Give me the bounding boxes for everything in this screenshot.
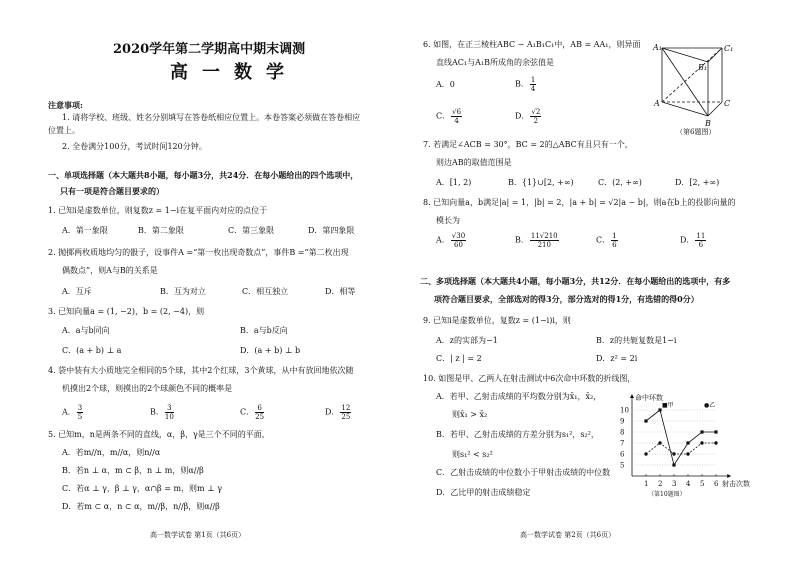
y-tick-label: 5 — [620, 461, 625, 470]
q10-option-a: A．若甲、乙射击成绩的平均数分别为x̄₁，x̄₂， — [436, 392, 602, 401]
q10-option-b-2: 则s₁² < s₂² — [452, 450, 493, 459]
x-tick-label: 5 — [700, 480, 705, 488]
q5-option-d: D．若m ⊂ α，n ⊂ α，m//β，n//β，则α//β — [62, 502, 220, 511]
q3-stem: 3. 已知向量a = (1, −2)，b = (2, −4)，则 — [48, 307, 205, 316]
data-point-jia — [714, 430, 717, 433]
fraction: $\frac{12}{25}$ — [341, 404, 351, 421]
page-footer-right: 高一数学试卷 第2页（共6页） — [520, 531, 616, 539]
fraction: $\frac{√6}{4}$ — [452, 108, 462, 125]
data-point-yi — [686, 452, 689, 455]
fraction: $\frac{√2}{2}$ — [531, 108, 541, 125]
x-tick-label: 4 — [686, 480, 691, 488]
data-point-jia — [686, 441, 689, 444]
q4-stem-2: 机摸出2个球，则摸出的2个球颜色不同的概率是 — [62, 384, 233, 393]
q4-option-d: D． $\frac{12}{25}$ — [325, 404, 351, 421]
section1-heading-2: 只有一项是符合题目要求的） — [60, 186, 164, 196]
fig6-caption: （第6题图） — [676, 128, 716, 136]
q9-option-d: D．z² = 2i — [596, 354, 638, 363]
label-c1: C₁ — [724, 44, 734, 53]
prism-figure — [650, 40, 740, 140]
q4-option-b: B． $\frac{3}{10}$ — [150, 404, 174, 421]
fraction: $\frac{1}{4}$ — [530, 76, 536, 93]
section1-heading: 一、单项选择题（本大题共8小题，每小题3分，共24分．在每小题给出的四个选项中， — [48, 170, 359, 180]
q1-option-d: D．第四象限 — [308, 226, 355, 235]
data-point-jia — [700, 430, 703, 433]
y-tick-label: 9 — [620, 417, 625, 426]
q2-option-c: C．相互独立 — [242, 287, 289, 296]
q7-option-a: A．[1, 2) — [436, 178, 472, 187]
label-a: A — [654, 99, 660, 108]
y-tick-label: 8 — [620, 428, 625, 437]
notice-1: 1. 请将学校、班级、姓名分别填写在答卷纸相应位置上。本卷答案必须做在答卷相应 — [62, 113, 361, 122]
diag-a1b — [662, 48, 708, 116]
q9-option-b: B．z的共轭复数是1−i — [596, 336, 677, 345]
y-tick-label: 7 — [620, 439, 625, 448]
data-point-yi — [672, 452, 675, 455]
q7-option-d: D．[2, +∞) — [675, 178, 720, 187]
data-point-yi — [714, 441, 717, 444]
data-point-yi — [700, 441, 703, 444]
exam-title: 2020学年第二学期高中期末调测 — [113, 42, 306, 57]
q10-option-d: D．乙比甲的射击成绩稳定 — [436, 488, 531, 497]
x-tick-label: 1 — [644, 480, 649, 488]
q1-option-b: B．第二象限 — [138, 226, 184, 235]
q9-stem: 9. 已知i是虚数单位，复数z = (1−i)i，则 — [423, 316, 571, 325]
q5-stem: 5. 已知m，n是两条不同的直线，α，β，γ是三个不同的平面， — [48, 430, 270, 439]
legend-yi: ●乙 — [704, 402, 716, 409]
data-point-yi — [644, 452, 647, 455]
q1-option-a: A．第一象限 — [62, 226, 108, 235]
q1-option-c: C．第三象限 — [228, 226, 275, 235]
q9-option-a: A．z的实部为−1 — [436, 336, 498, 345]
edge-bc — [708, 102, 722, 116]
q4-stem: 4. 袋中装有大小质地完全相同的5个球，其中2个红球，3个黄球，从中有放回地依次随 — [48, 366, 354, 375]
q6-stem: 6. 如图，在正三棱柱ABC − A₁B₁C₁中，AB = AA₁，则异面 — [423, 40, 641, 49]
q10-option-c: C．乙射击成绩的中位数小于甲射击成绩的中位数 — [436, 468, 611, 477]
q5-option-a: A．若m//n，m//α，则n//α — [62, 448, 161, 457]
x-tick-label: 3 — [672, 480, 677, 488]
q2-option-b: B．互为对立 — [160, 287, 206, 296]
q8-option-a: A． $\frac{√30}{60}$ — [436, 232, 466, 249]
fraction: $\frac{√30}{60}$ — [451, 232, 466, 249]
diag-ac1 — [662, 48, 722, 102]
notice-heading: 注意事项: — [48, 100, 83, 110]
x-tick-label: 2 — [658, 480, 663, 488]
q3-option-c: C．(a + b) ⊥ a — [62, 346, 122, 355]
chart-caption: （第10题图） — [648, 491, 686, 498]
q3-option-b: B．a与b反向 — [240, 326, 288, 335]
q8-option-b: B． $\frac{11√210}{210}$ — [515, 232, 558, 249]
q10-stem: 10. 如图是甲、乙两人在射击测试中6次命中环数的折线图， — [423, 374, 636, 383]
exam-subtitle: 高一数学 — [170, 62, 298, 83]
y-tick-label: 10 — [620, 406, 629, 415]
series-line-jia — [646, 410, 716, 465]
page-footer-left: 高一数学试卷 第1页（共6页） — [150, 531, 246, 539]
edge-ab — [662, 102, 708, 116]
q3-option-a: A．a与b同向 — [62, 326, 110, 335]
q2-option-a: A．互斥 — [62, 287, 92, 296]
q6-option-c: C． $\frac{√6}{4}$ — [436, 108, 462, 125]
y-tick-label: 6 — [620, 450, 625, 459]
q2-stem-2: 偶数点”，则A与B的关系是 — [62, 266, 158, 275]
notice-2: 2. 全卷满分100分，考试时间120分钟。 — [62, 142, 207, 151]
fraction: $\frac{3}{10}$ — [164, 404, 174, 421]
q7-stem-2: 则边AB的取值范围是 — [436, 158, 512, 167]
series-line-yi — [646, 443, 716, 454]
q8-option-d: D． $\frac{11}{6}$ — [680, 232, 706, 249]
q6-option-a: A．0 — [436, 80, 455, 89]
y-axis-arrow — [630, 394, 634, 398]
label-a1: A₁ — [653, 43, 662, 52]
fraction: $\frac{11}{6}$ — [696, 232, 706, 249]
legend-jia: ■甲 — [662, 402, 674, 409]
q7-option-b: B．{1}∪[2, +∞) — [508, 178, 574, 187]
q5-option-c: C．若α ⊥ γ，β ⊥ γ，α∩β = m，则m ⊥ γ — [62, 484, 223, 493]
section2-heading: 二、多项选择题（本大题共4小题，每小题3分，共12分．在每小题给出的选项中，有多 — [420, 276, 731, 286]
shooting-line-chart — [612, 392, 764, 500]
q4-option-a: A． $\frac{3}{5}$ — [62, 404, 83, 421]
edge-a1b1 — [662, 48, 708, 62]
y-axis-label: 命中环数 — [635, 394, 663, 402]
q1-stem: 1. 已知i是虚数单位，则复数z = 1−i在复平面内对应的点位于 — [48, 206, 268, 215]
label-b: B — [705, 119, 711, 128]
q7-option-c: C．(2, +∞) — [598, 178, 642, 187]
q9-option-c: C．| z | = 2 — [436, 354, 482, 363]
q10-option-b: B．若甲、乙射击成绩的方差分别为s₁²，s₂²， — [436, 430, 599, 439]
x-axis-arrow — [727, 474, 731, 478]
q6-stem-2: 直线AC₁与A₁B所成角的余弦值是 — [436, 58, 554, 67]
q7-stem: 7. 若满足∠ACB = 30°，BC = 2的△ABC有且只有一个， — [423, 140, 633, 149]
label-c: C — [724, 99, 731, 108]
x-tick-label: 6 — [714, 480, 719, 488]
q6-option-b: B． $\frac{1}{4}$ — [515, 76, 536, 93]
q8-stem: 8. 已知向量a，b满足|a| = 1，|b| = 2，|a + b| = √2|a − b|，则a在b上的投影向量的 — [423, 198, 736, 207]
data-point-jia — [672, 463, 675, 466]
q8-stem-2: 模长为 — [436, 216, 460, 225]
label-b1: B₁ — [698, 63, 708, 72]
fraction: $\frac{1}{6}$ — [612, 232, 617, 249]
q3-option-d: D．(a + b) ⊥ b — [240, 346, 301, 355]
q6-option-d: D． $\frac{√2}{2}$ — [515, 108, 541, 125]
section2-heading-2: 项符合题目要求，全部选对的得3分，部分选对的得1分，有选错的得0分） — [434, 294, 699, 304]
x-axis-label: 射击次数 — [722, 480, 750, 488]
q2-option-d: D．相等 — [325, 287, 356, 296]
fraction: $\frac{11√210}{210}$ — [530, 232, 558, 249]
data-point-jia — [644, 419, 647, 422]
fraction: $\frac{6}{25}$ — [255, 404, 265, 421]
q10-option-a-2: 则x̄₁ > x̄₂ — [452, 410, 488, 419]
data-point-yi — [658, 441, 661, 444]
q2-stem: 2. 抛掷两枚质地均匀的骰子，设事件A =“第一枚出现奇数点”，事件B =“第二枚出现 — [48, 248, 349, 257]
notice-1b: 位置上。 — [48, 126, 80, 135]
q8-option-c: C． $\frac{1}{6}$ — [596, 232, 617, 249]
q4-option-c: C． $\frac{6}{25}$ — [240, 404, 265, 421]
fraction: $\frac{3}{5}$ — [77, 404, 83, 421]
q5-option-b: B．若n ⊥ α，m ⊂ β，n ⊥ m，则α//β — [62, 466, 204, 475]
